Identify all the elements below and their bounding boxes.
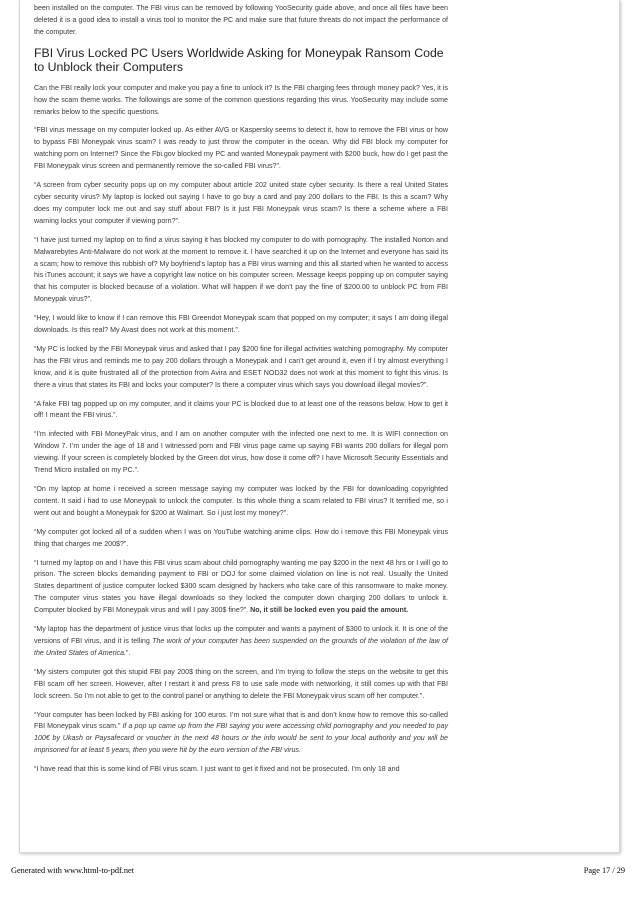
question-paragraph: [34, 624, 448, 660]
question-paragraph: [34, 710, 448, 758]
question-paragraph: “A screen from cyber security pops up on my computer about article 202 united state cyber security. Is there a real United States cyber security virus? My laptop is locked out saying I have to go buy a card and pay 200 dollars to the FBI. Is this a scam? Why does my computer lock me out and say stuff about FBI? Is it just FBI Moneypak virus scam? Is there a scheme where a FBI warning locks your computer if viewing porn?”.: [34, 181, 448, 225]
question-paragraph: “My PC is locked by the FBI Moneypak virus and asked that I pay $200 fine for illegal activities watching pornography. My computer has the FBI virus and reminds me to pay 200 dollars through a Moneypak and I can’t get around it, even if I try almost everything I know, and it is quite frustrated all of the protection from Avira and ESET NOD32 does not work at this moment to fight this virus. Is there a virus that states its FBI and locks your computer? Is there a computer virus which says you download illegal movies?”.: [34, 344, 448, 389]
italic-quote: The work of your computer has been suspended on the grounds of the violation of the law of the United States of America.: [34, 636, 448, 657]
section-heading: FBI Virus Locked PC Users Worldwide Asking for Moneypak Ransom Code to Unblock their Computers: [34, 45, 444, 75]
question-paragraph: “I have just turned my laptop on to find a virus saying it has blocked my computer to do with pornography. The installed Norton and Malwarebytes Anti-Malware do not work at the moment to remove it. I have searched it up on the Internet and everyone has said its a scam; how to remove this rubbish of? My boyfriend’s laptop has a FBI virus warning and this all started when he wanted to access his iTunes account; it says we have a copyright law notice on his computer screen. Message keeps popping up on computer saying that his computer is blocked because of a violation. What will happen if we don’t pay the fine of $200.00 to unblock PC from FBI Moneypak virus?”.: [34, 235, 448, 304]
question-paragraph: “My computer got locked all of a sudden when I was on YouTube watching anime clips. How do i remove this FBI Moneypak virus thing that charges me 200$?”.: [34, 527, 448, 548]
intro-paragraph: been installed on the computer. The FBI virus can be removed by following YooSecurity guide above, and once all files have been deleted it is a good idea to install a virus tool to monitor the PC and make sure that future threats do not impact the performance of the computer.: [34, 4, 448, 36]
question-text: “My laptop has the department of justice virus that locks up the computer and wants a payment of $300 to unlock it. It is one of the versions of FBI virus, and it is telling: [34, 625, 448, 645]
bold-remark: No, it still be locked even you paid the amount.: [250, 606, 409, 615]
question-text: “Your computer has been locked by FBI asking for 100 euros. I’m not sure what that is and don’t know how to remove this so-called FBI Moneypak virus scam.”: [34, 710, 448, 731]
question-text: “I turned my laptop on and I have this FBI virus scam about child pornography wanting me pay $200 in the next 48 hrs or I will go to prison. The screen blocks demanding payment to FBI or DOJ for some claimed violation on line is not real. Usually the United States department of justice computer locked $300 scam designed by hackers who take care of this ransomware to make money. The computer virus states you have illegal downloads so they locked the computer down charging 200 dollars to unlock it. Computer blocked by FBI Moneypak virus and will I pay 300$ fine?”.: [34, 558, 448, 615]
question-paragraph: “I’m infected with FBI MoneyPak virus, and I am on another computer with the infected one next to me. It is WIFI connection on Window 7. I’m under the age of 18 and I witnessed porn and FBI virus page came up saying FBI wants 200 dollars for illegal porn viewing. If your screen is completely blocked by the Green dot virus, how dose it come off? I have Microsoft Security Essentials and Trend Micro installed on my PC.”.: [34, 430, 448, 475]
document-body: [34, 3, 448, 783]
footer-generated-text: Generated with www.html-to-pdf.net: [11, 866, 134, 875]
question-paragraph: [34, 558, 448, 618]
question-paragraph: “I have read that this is some kind of FBI virus scam. I just want to get it fixed and not be prosecuted. I’m only 18 and: [34, 765, 400, 774]
question-text-end: ”.: [126, 648, 131, 657]
lead-paragraph: Can the FBI really lock your computer and make you pay a fine to unlock it? Is the FBI charging fees through money pack? Yes, it is how the scam theme works. The followings are some of the common questions regarding this virus. YooSecurity may include some remarks below to the specific questions.: [34, 83, 448, 116]
question-paragraph: “Hey, I would like to know if I can remove this FBI Greendot Moneypak scam that popped on my computer; it says I am doing illegal downloads. Is this real? My Avast does not work at this moment.”.: [34, 314, 448, 335]
question-paragraph: “On my laptop at home i received a screen message saying my computer was locked by the FBI for downloading copyrighted content. It said i had to use Moneypak to unlock the computer. Is this whole thing a scam related to FBI virus? It terrified me, so i went out and bought a Moneypak for $200 at Walmart. So i just lost my money?”.: [34, 485, 448, 517]
footer-page-number: Page 17 / 29: [583, 866, 625, 875]
italic-remark: If a pop up came up from the FBI saying you were accessing child pornography and you needed to pay 100€ by Ukash or Paysafecard or voucher in the next 48 hours or the info would be sent to your local authority and you will be imprisoned for at least 5 years, then you were hit by the euro version of the FBI virus.: [34, 722, 448, 755]
question-paragraph: “FBI virus message on my computer locked up. As either AVG or Kaspersky seems to detect it, how to remove the FBI virus or how to bypass FBI Moneypak virus scam? I was ready to just throw the computer in the ocean. Why did FBI block my computer for watching porn on Internet? Since the Fbi.gov blocked my PC and wanted Moneypak payment with $200 buck, how do I get past the FBI Moneypak virus screen and permanently remove the so-called FBI virus?”.: [34, 126, 448, 171]
question-paragraph: “My sisters computer got this stupid FBI pay 200$ thing on the screen, and I’m trying to follow the steps on the website to get this FBI scam off her screen. However, after I restart it and press F8 to use safe mode with networking, it still comes up with that FBI lock screen. So I’m not able to get to the control panel or anything to delete the FBI Moneypak virus scam off her computer.”.: [34, 667, 448, 700]
question-paragraph: “A fake FBI tag popped up on my computer, and it claims your PC is blocked due to at least one of the reasons below. How to get it off! I meant the FBI virus.”.: [34, 399, 448, 420]
